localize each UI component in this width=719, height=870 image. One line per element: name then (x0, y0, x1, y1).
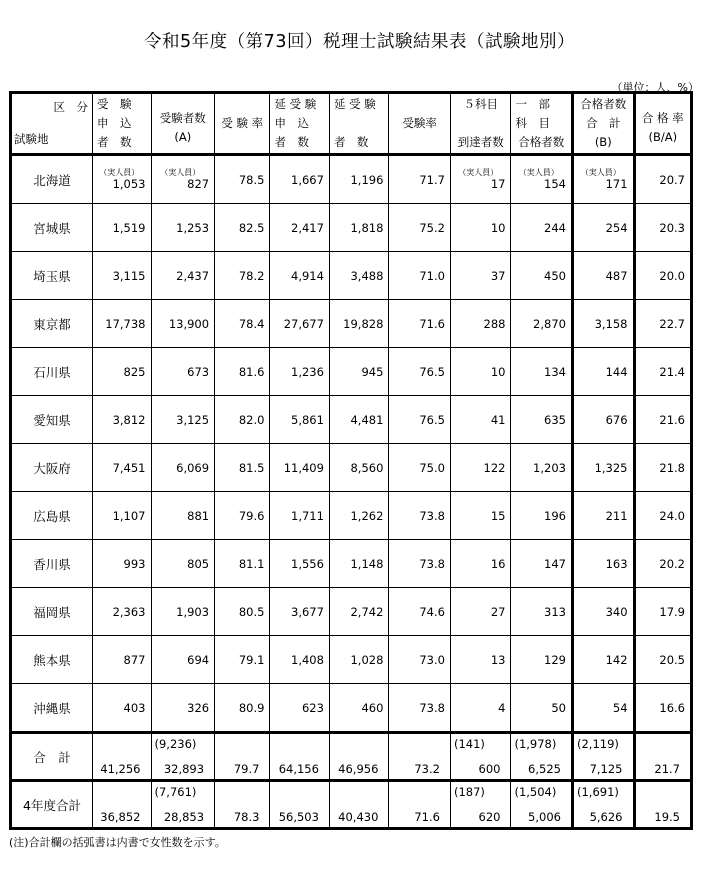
header-col1: 受 験 申 込 者 数 (93, 93, 151, 155)
header-kubun: 区 分 (53, 100, 89, 114)
table-row: 福岡県 2,363 1,903 80.5 3,677 2,742 74.6 27 313 340 17.9 (11, 588, 692, 636)
header-col10: 合 格 率 (B/A) (634, 93, 691, 155)
table-row: 北海道 （実人員） 1,053 （実人員） 827 78.5 1,667 1,196 71.7 （実人員） 17 （実人員） 154 （実人員） 171 20.7 (11, 155, 692, 204)
table-row: 埼玉県 3,115 2,437 78.2 4,914 3,488 71.0 37 450 487 20.0 (11, 252, 692, 300)
header-col3: 受 験 率 (215, 93, 270, 155)
total-label: 合 計 (11, 733, 93, 781)
jitsujin-note: （実人員） (160, 168, 201, 177)
female-count: (1,691) (576, 785, 619, 799)
jitsujin-note: （実人員） (580, 168, 621, 177)
unit-label: （単位：人、%） (611, 81, 699, 94)
female-count: (1,978) (514, 737, 557, 751)
total-row: 合 計 41,256 (9,236) 32,893 79.7 64,156 46,956 73.2 (141) 600 (1,978) 6,525 (2,119) 7,125 21.7 (11, 733, 692, 781)
table-row: 大阪府 7,451 6,069 81.5 11,409 8,560 75.0 122 1,203 1,325 21.8 (11, 444, 692, 492)
row-pref: 東京都 (11, 300, 93, 348)
table-row: 沖縄県 403 326 80.9 623 460 73.8 4 50 54 16.6 (11, 684, 692, 733)
table-row: 愛知県 3,812 3,125 82.0 5,861 4,481 76.5 41 635 676 21.6 (11, 396, 692, 444)
row-pref: 北海道 (11, 155, 93, 204)
jitsujin-note: （実人員） (518, 168, 559, 177)
prev-label: 4年度合計 (11, 781, 93, 829)
header-col9: 合格者数 合 計 (B) (572, 93, 634, 155)
results-table (9, 91, 693, 830)
jitsujin-note: （実人員） (99, 168, 140, 177)
table-row: 石川県 825 673 81.6 1,236 945 76.5 10 134 144 21.4 (11, 348, 692, 396)
header-shikenchi: 試験地 (14, 132, 49, 146)
footnote: (注)合計欄の括弧書は内書で女性数を示す。 (9, 836, 226, 849)
header-col6: 受験率 (389, 93, 451, 155)
female-count: (141) (453, 737, 485, 751)
header-col5: 延 受 験 者 数 (329, 93, 388, 155)
female-count: (7,761) (154, 785, 197, 799)
row-pref: 石川県 (11, 348, 93, 396)
header-col4: 延 受 験 申 込 者 数 (270, 93, 329, 155)
header-col2: 受験者数 (A) (151, 93, 215, 155)
row-pref: 埼玉県 (11, 252, 93, 300)
header-col7: ５科目 到達者数 (450, 93, 511, 155)
table-row: 東京都 17,738 13,900 78.4 27,677 19,828 71.6 288 2,870 3,158 22.7 (11, 300, 692, 348)
row-pref: 熊本県 (11, 636, 93, 684)
row-pref: 香川県 (11, 540, 93, 588)
row-pref: 広島県 (11, 492, 93, 540)
row-pref: 大阪府 (11, 444, 93, 492)
page-title: 令和5年度（第73回）税理士試験結果表（試験地別） (144, 32, 575, 52)
row-pref: 沖縄県 (11, 684, 93, 733)
row-pref: 愛知県 (11, 396, 93, 444)
header-col8: 一 部 科 目 合格者数 (511, 93, 573, 155)
female-count: (2,119) (576, 737, 619, 751)
table-row: 広島県 1,107 881 79.6 1,711 1,262 73.8 15 196 211 24.0 (11, 492, 692, 540)
row-pref: 福岡県 (11, 588, 93, 636)
table-row: 宮城県 1,519 1,253 82.5 2,417 1,818 75.2 10 244 254 20.3 (11, 204, 692, 252)
table-row: 熊本県 877 694 79.1 1,408 1,028 73.0 13 129 142 20.5 (11, 636, 692, 684)
jitsujin-note: （実人員） (458, 168, 499, 177)
female-count: (187) (453, 785, 485, 799)
prev-year-row: 4年度合計 36,852 (7,761) 28,853 78.3 56,503 40,430 71.6 (187) 620 (1,504) 5,006 (1,691) 5,626 19.5 (11, 781, 692, 829)
female-count: (9,236) (154, 737, 197, 751)
female-count: (1,504) (514, 785, 557, 799)
table-row: 香川県 993 805 81.1 1,556 1,148 73.8 16 147 163 20.2 (11, 540, 692, 588)
header-row (11, 93, 692, 155)
row-pref: 宮城県 (11, 204, 93, 252)
header-corner (11, 93, 93, 155)
